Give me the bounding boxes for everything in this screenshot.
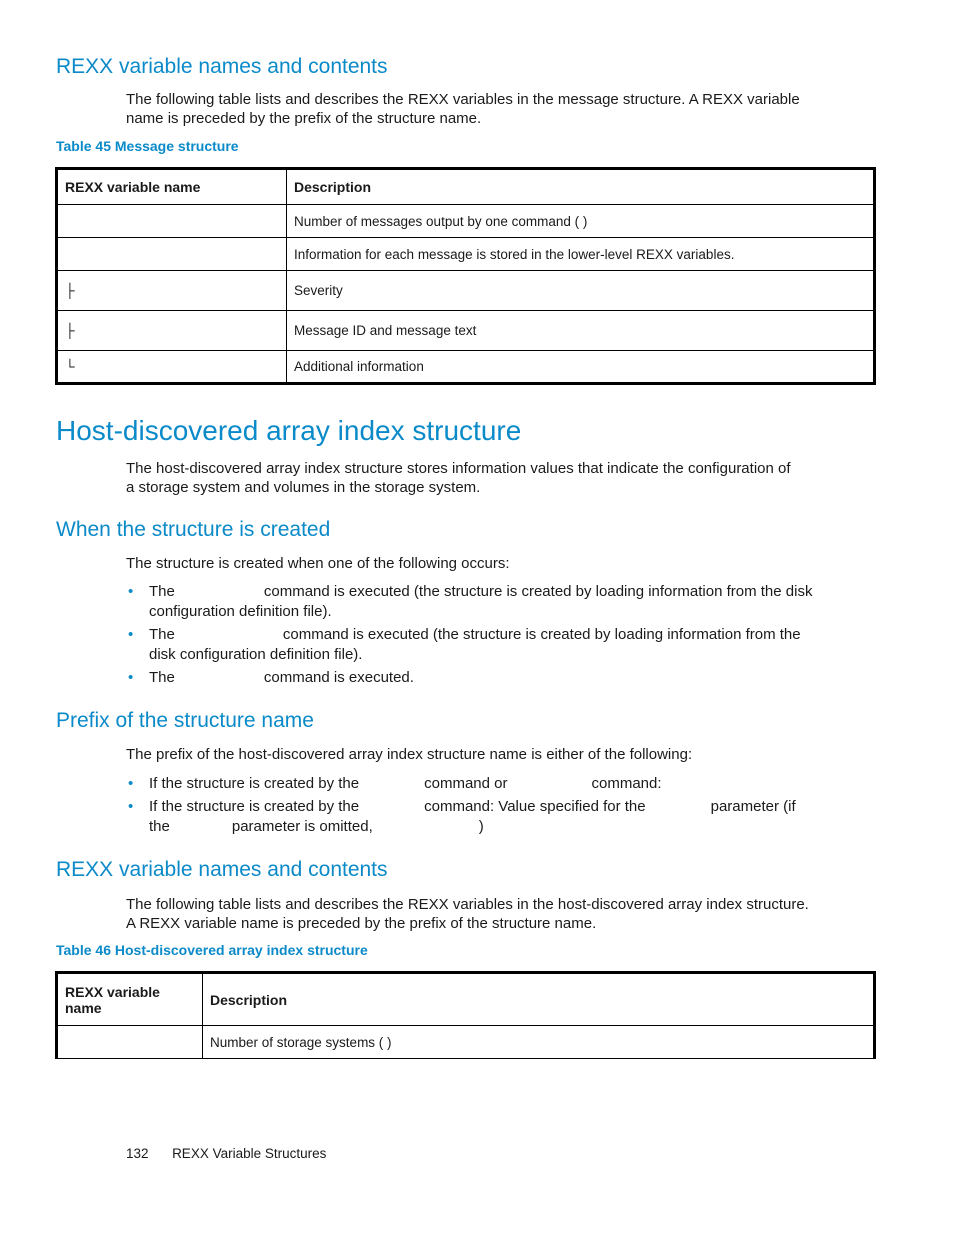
table-row — [57, 271, 875, 311]
table-caption: Table 45 Message structure — [56, 138, 239, 154]
variable-name-cell: └ — [57, 351, 287, 384]
page-footer — [126, 1146, 326, 1161]
column-header: Description — [287, 169, 875, 205]
section-intro — [126, 459, 846, 497]
section-intro — [126, 895, 846, 933]
bullet-icon: • — [128, 583, 134, 600]
host-discovered-array-table — [55, 971, 876, 1059]
bullet-icon: • — [128, 626, 134, 643]
list-item: • If the structure is created by the command or command: — [128, 775, 662, 792]
list-item: • The command is executed (the structure is created by loading information from the disk configuration definition file). — [128, 583, 813, 620]
variable-name-cell — [57, 1026, 203, 1059]
column-header: REXX variable name — [57, 169, 287, 205]
description-cell: Information for each message is stored in the lower-level REXX variables. — [287, 238, 875, 271]
intro-line: A REXX variable name is preceded by the prefix of the structure name. — [126, 915, 597, 932]
variable-name-cell — [57, 205, 287, 238]
table-header-row — [57, 169, 875, 205]
table-row — [57, 205, 875, 238]
table-row — [57, 1026, 875, 1059]
section-heading: Prefix of the structure name — [56, 709, 314, 732]
page-title: Host-discovered array index structure — [56, 415, 522, 446]
column-header: REXX variable name — [57, 973, 203, 1026]
page-number: 132 — [126, 1146, 149, 1161]
description-cell: Message ID and message text — [287, 311, 875, 351]
table-header-row — [57, 973, 875, 1026]
description-cell: Number of storage systems ( ) — [203, 1026, 875, 1059]
table-row — [57, 311, 875, 351]
intro-line: name is preceded by the prefix of the structure name. — [126, 110, 482, 127]
section-intro — [126, 90, 846, 128]
intro-line: The following table lists and describes the REXX variables in the host-discovered array index structure. — [126, 896, 809, 913]
variable-name-cell: ├ — [57, 311, 287, 351]
section-intro: The prefix of the host-discovered array index structure name is either of the following: — [126, 746, 693, 763]
table-caption: Table 46 Host-discovered array index structure — [56, 942, 368, 958]
description-cell: Number of messages output by one command ( ) — [287, 205, 875, 238]
bullet-icon: • — [128, 669, 134, 686]
intro-line: a storage system and volumes in the storage system. — [126, 479, 481, 496]
section-intro: The structure is created when one of the following occurs: — [126, 555, 510, 572]
variable-name-cell: ├ — [57, 271, 287, 311]
list-item: • If the structure is created by the command: Value specified for the parameter (if the parameter is omitted, ) — [128, 798, 796, 835]
bullet-list — [126, 582, 826, 691]
variable-name-cell — [57, 238, 287, 271]
section-heading: REXX variable names and contents — [56, 55, 388, 78]
table-row — [57, 351, 875, 384]
description-cell: Additional information — [287, 351, 875, 384]
description-cell: Severity — [287, 271, 875, 311]
bullet-list — [126, 774, 826, 840]
intro-line: The following table lists and describes the REXX variables in the message structure. A REXX variable — [126, 91, 800, 108]
list-item: • The command is executed. — [128, 669, 414, 686]
chapter-title: REXX Variable Structures — [172, 1146, 327, 1161]
column-header: Description — [203, 973, 875, 1026]
intro-line: The host-discovered array index structure stores information values that indicate the configuration of — [126, 460, 791, 477]
table-row — [57, 238, 875, 271]
bullet-icon: • — [128, 775, 134, 792]
section-heading: REXX variable names and contents — [56, 858, 388, 881]
message-structure-table — [55, 167, 876, 385]
list-item: • The command is executed (the structure is created by loading information from the disk configuration definition file). — [128, 626, 801, 663]
section-heading: When the structure is created — [56, 518, 331, 541]
bullet-icon: • — [128, 798, 134, 815]
